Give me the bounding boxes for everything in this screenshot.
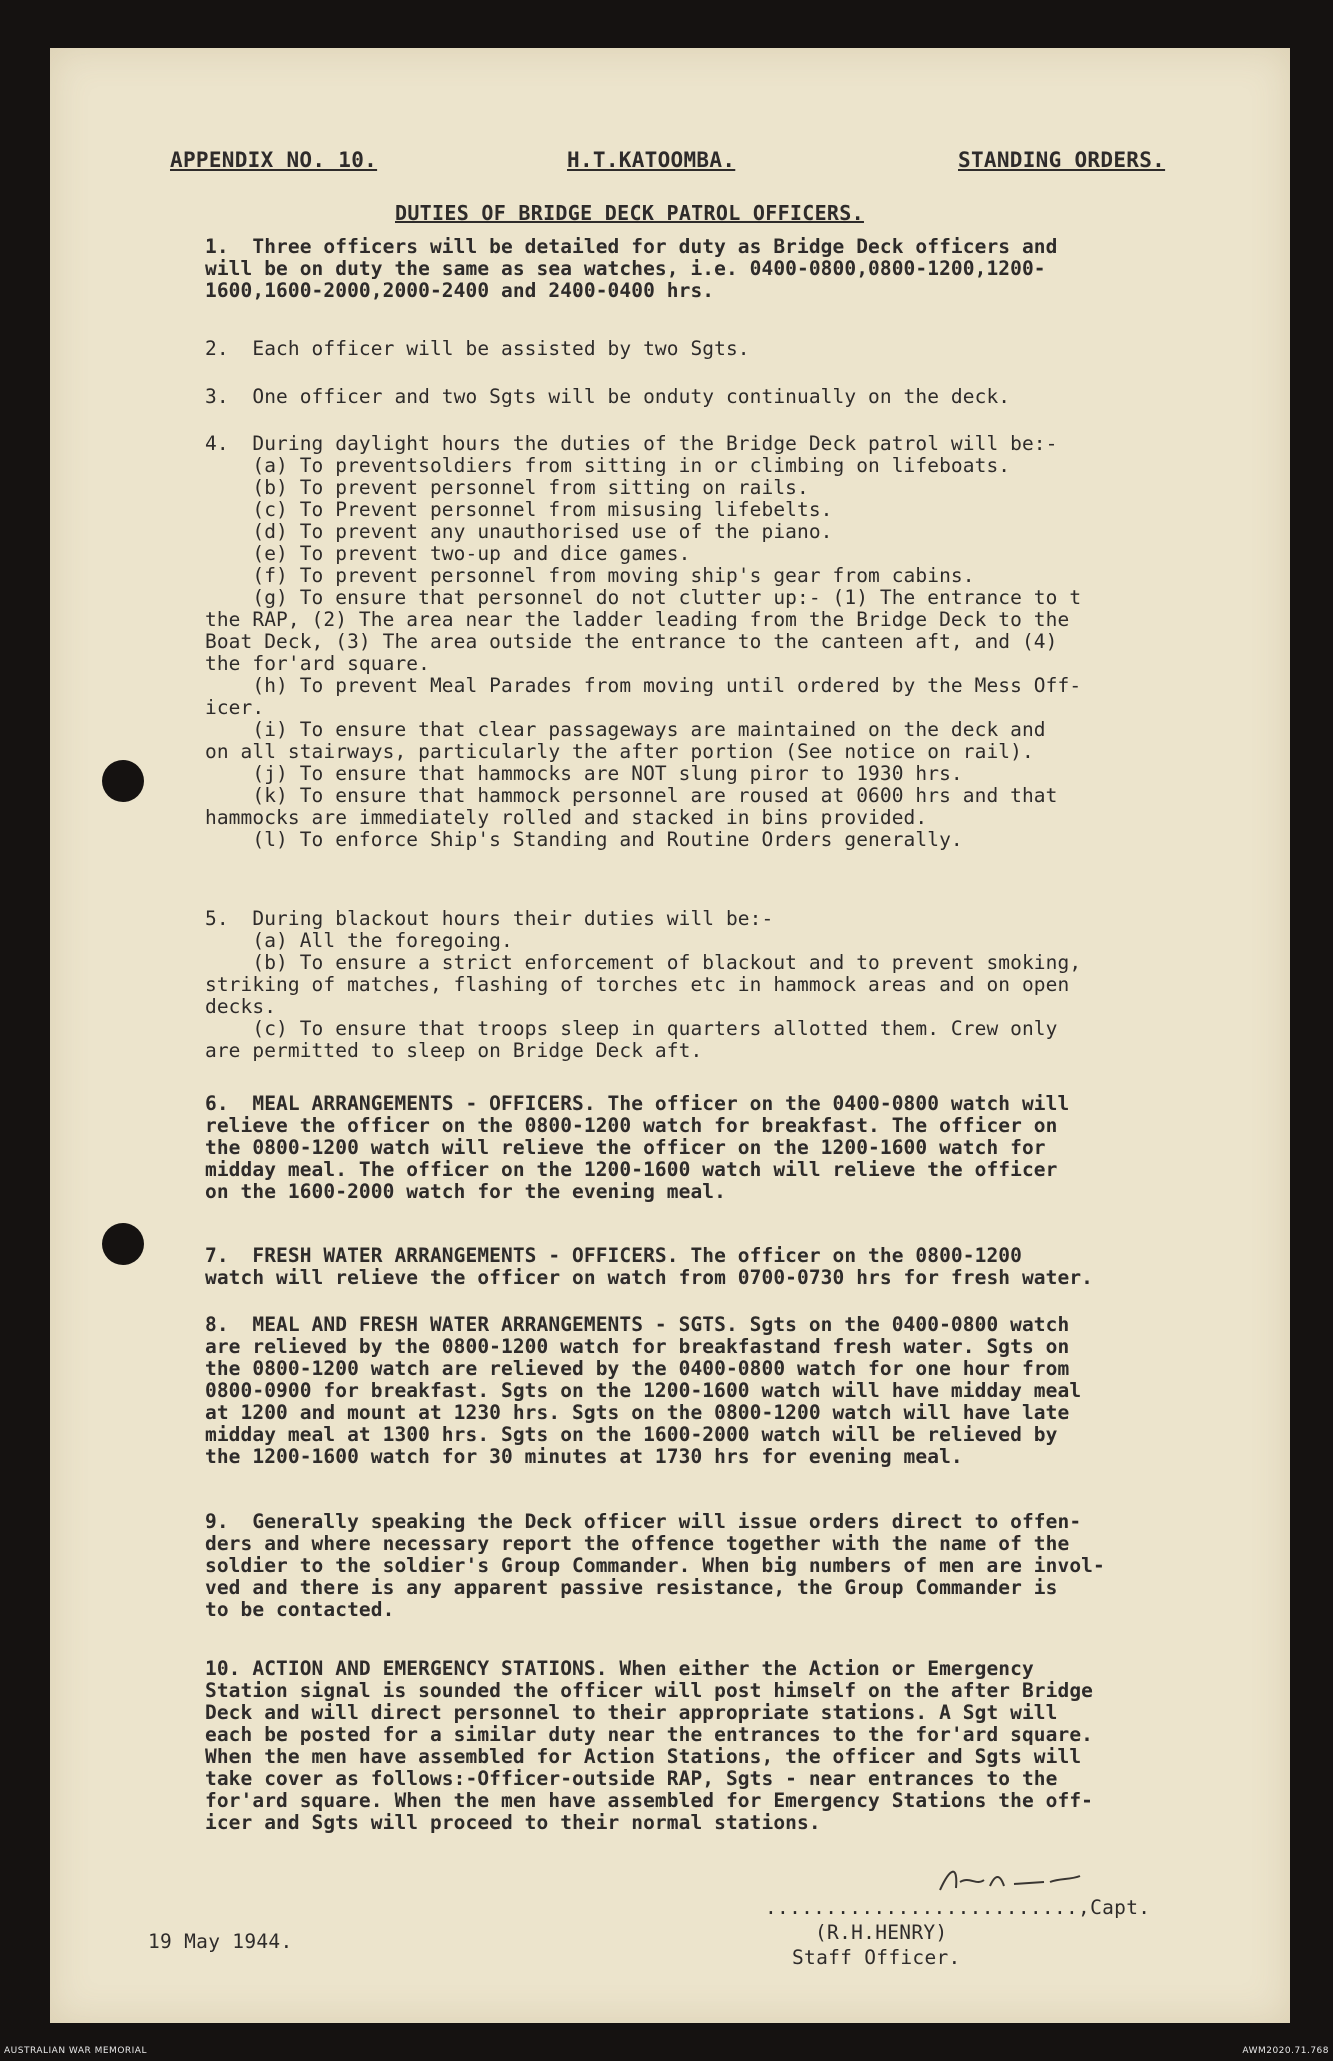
appendix-number: APPENDIX NO. 10.	[170, 148, 378, 172]
text-line: (l) To enforce Ship's Standing and Routine Orders generally.	[205, 828, 963, 851]
signature-line: ..........................,Capt.	[765, 1896, 1151, 1919]
text-line: 1600,1600-2000,2000-2400 and 2400-0400 hrs.	[205, 279, 715, 302]
text-line: ved and there is any apparent passive resistance, the Group Commander is	[205, 1576, 1058, 1599]
text-line: 1. Three officers will be detailed for duty as Bridge Deck officers and	[205, 235, 1058, 258]
text-line: (c) To Prevent personnel from misusing lifebelts.	[205, 498, 833, 521]
handwritten-signature	[930, 1858, 1130, 1898]
text-line: on the 1600-2000 watch for the evening meal.	[205, 1180, 726, 1203]
text-line: soldier to the soldier's Group Commander. When big numbers of men are invol-	[205, 1554, 1105, 1577]
text-line: icer.	[205, 696, 265, 719]
ship-name: H.T.KATOOMBA.	[567, 148, 736, 172]
text-line: (j) To ensure that hammocks are NOT slung piror to 1930 hrs.	[205, 762, 963, 785]
text-line: the 1200-1600 watch for 30 minutes at 1730 hrs for evening meal.	[205, 1445, 963, 1468]
text-line: 7. FRESH WATER ARRANGEMENTS - OFFICERS. The officer on the 0800-1200	[205, 1244, 1022, 1267]
text-line: are permitted to sleep on Bridge Deck aft.	[205, 1039, 703, 1062]
paragraph-9	[205, 1511, 1265, 1621]
text-line: (f) To prevent personnel from moving ship's gear from cabins.	[205, 564, 975, 587]
document-type: STANDING ORDERS.	[958, 148, 1166, 172]
text-line: decks.	[205, 995, 277, 1018]
page-title: DUTIES OF BRIDGE DECK PATROL OFFICERS.	[395, 201, 864, 225]
text-line: on all stairways, particularly the after portion (See notice on rail).	[205, 740, 1034, 763]
text-line: (h) To prevent Meal Parades from moving until ordered by the Mess Off-	[205, 674, 1082, 697]
text-line: midday meal at 1300 hrs. Sgts on the 1600-2000 watch will be relieved by	[205, 1423, 1058, 1446]
text-line: Boat Deck, (3) The area outside the entrance to the canteen aft, and (4)	[205, 630, 1058, 653]
text-line: 4. During daylight hours the duties of the Bridge Deck patrol will be:-	[205, 432, 1058, 455]
text-line: (b) To ensure a strict enforcement of blackout and to prevent smoking,	[205, 951, 1082, 974]
paragraph-2	[205, 338, 1265, 360]
document-page	[50, 48, 1290, 2023]
text-line: relieve the officer on the 0800-1200 watch for breakfast. The officer on	[205, 1114, 1058, 1137]
text-line: hammocks are immediately rolled and stacked in bins provided.	[205, 806, 928, 829]
text-line: to be contacted.	[205, 1598, 395, 1621]
archive-reference: AWM2020.71.768	[1242, 2046, 1329, 2056]
text-line: 10. ACTION AND EMERGENCY STATIONS. When either the Action or Emergency	[205, 1657, 1034, 1680]
text-line: (a) To preventsoldiers from sitting in or climbing on lifeboats.	[205, 454, 1011, 477]
text-line: (b) To prevent personnel from sitting on rails.	[205, 476, 809, 499]
text-line: 3. One officer and two Sgts will be onduty continually on the deck.	[205, 385, 1011, 408]
text-line: (k) To ensure that hammock personnel are roused at 0600 hrs and that	[205, 784, 1058, 807]
text-line: 6. MEAL ARRANGEMENTS - OFFICERS. The officer on the 0400-0800 watch will	[205, 1092, 1070, 1115]
text-line: 5. During blackout hours their duties will be:-	[205, 907, 774, 930]
text-line: icer and Sgts will proceed to their normal stations.	[205, 1811, 821, 1834]
text-line: at 1200 and mount at 1230 hrs. Sgts on the 0800-1200 watch will have late	[205, 1401, 1070, 1424]
text-line: each be posted for a similar duty near the entrances to the for'ard square.	[205, 1723, 1093, 1746]
text-line: for'ard square. When the men have assembled for Emergency Stations the off-	[205, 1789, 1093, 1812]
text-line: Station signal is sounded the officer will post himself on the after Bridge	[205, 1679, 1093, 1702]
text-line: are relieved by the 0800-1200 watch for breakfastand fresh water. Sgts on	[205, 1335, 1070, 1358]
text-line: 9. Generally speaking the Deck officer will issue orders direct to offen-	[205, 1510, 1082, 1533]
archive-credit: AUSTRALIAN WAR MEMORIAL	[4, 2046, 147, 2056]
text-line: (e) To prevent two-up and dice games.	[205, 542, 691, 565]
paragraph-8	[205, 1314, 1265, 1468]
paragraph-6	[205, 1093, 1265, 1203]
text-line: watch will relieve the officer on watch from 0700-0730 hrs for fresh water.	[205, 1266, 1093, 1289]
text-line: striking of matches, flashing of torches etc in hammock areas and on open	[205, 973, 1070, 996]
punch-hole	[102, 1223, 144, 1265]
text-line: 0800-0900 for breakfast. Sgts on the 1200-1600 watch will have midday meal	[205, 1379, 1082, 1402]
text-line: (a) All the foregoing.	[205, 929, 513, 952]
text-line: midday meal. The officer on the 1200-1600 watch will relieve the officer	[205, 1158, 1058, 1181]
text-line: the 0800-1200 watch are relieved by the 0400-0800 watch for one hour from	[205, 1357, 1070, 1380]
text-line: (g) To ensure that personnel do not clutter up:- (1) The entrance to t	[205, 586, 1082, 609]
text-line: the for'ard square.	[205, 652, 430, 675]
text-line: the RAP, (2) The area near the ladder leading from the Bridge Deck to the	[205, 608, 1070, 631]
paragraph-3	[205, 386, 1265, 408]
text-line: will be on duty the same as sea watches, i.e. 0400-0800,0800-1200,1200-	[205, 257, 1046, 280]
paragraph-5	[205, 908, 1265, 1062]
text-line: take cover as follows:-Officer-outside RAP, Sgts - near entrances to the	[205, 1767, 1058, 1790]
signatory-role: Staff Officer.	[792, 1946, 961, 1969]
signatory-name: (R.H.HENRY)	[815, 1921, 948, 1944]
paragraph-4	[205, 433, 1265, 851]
text-line: ders and where necessary report the offence together with the name of the	[205, 1532, 1070, 1555]
text-line: the 0800-1200 watch will relieve the officer on the 1200-1600 watch for	[205, 1136, 1046, 1159]
punch-hole	[102, 760, 144, 802]
text-line: Deck and will direct personnel to their appropriate stations. A Sgt will	[205, 1701, 1058, 1724]
text-line: 8. MEAL AND FRESH WATER ARRANGEMENTS - SGTS. Sgts on the 0400-0800 watch	[205, 1313, 1070, 1336]
text-line: (d) To prevent any unauthorised use of the piano.	[205, 520, 833, 543]
paragraph-7	[205, 1245, 1265, 1289]
text-line: (i) To ensure that clear passageways are maintained on the deck and	[205, 718, 1046, 741]
paragraph-10	[205, 1658, 1265, 1834]
text-line: (c) To ensure that troops sleep in quarters allotted them. Crew only	[205, 1017, 1058, 1040]
paragraph-1	[205, 236, 1265, 302]
document-date: 19 May 1944.	[148, 1930, 293, 1953]
text-line: When the men have assembled for Action Stations, the officer and Sgts will	[205, 1745, 1082, 1768]
text-line: 2. Each officer will be assisted by two Sgts.	[205, 337, 750, 360]
